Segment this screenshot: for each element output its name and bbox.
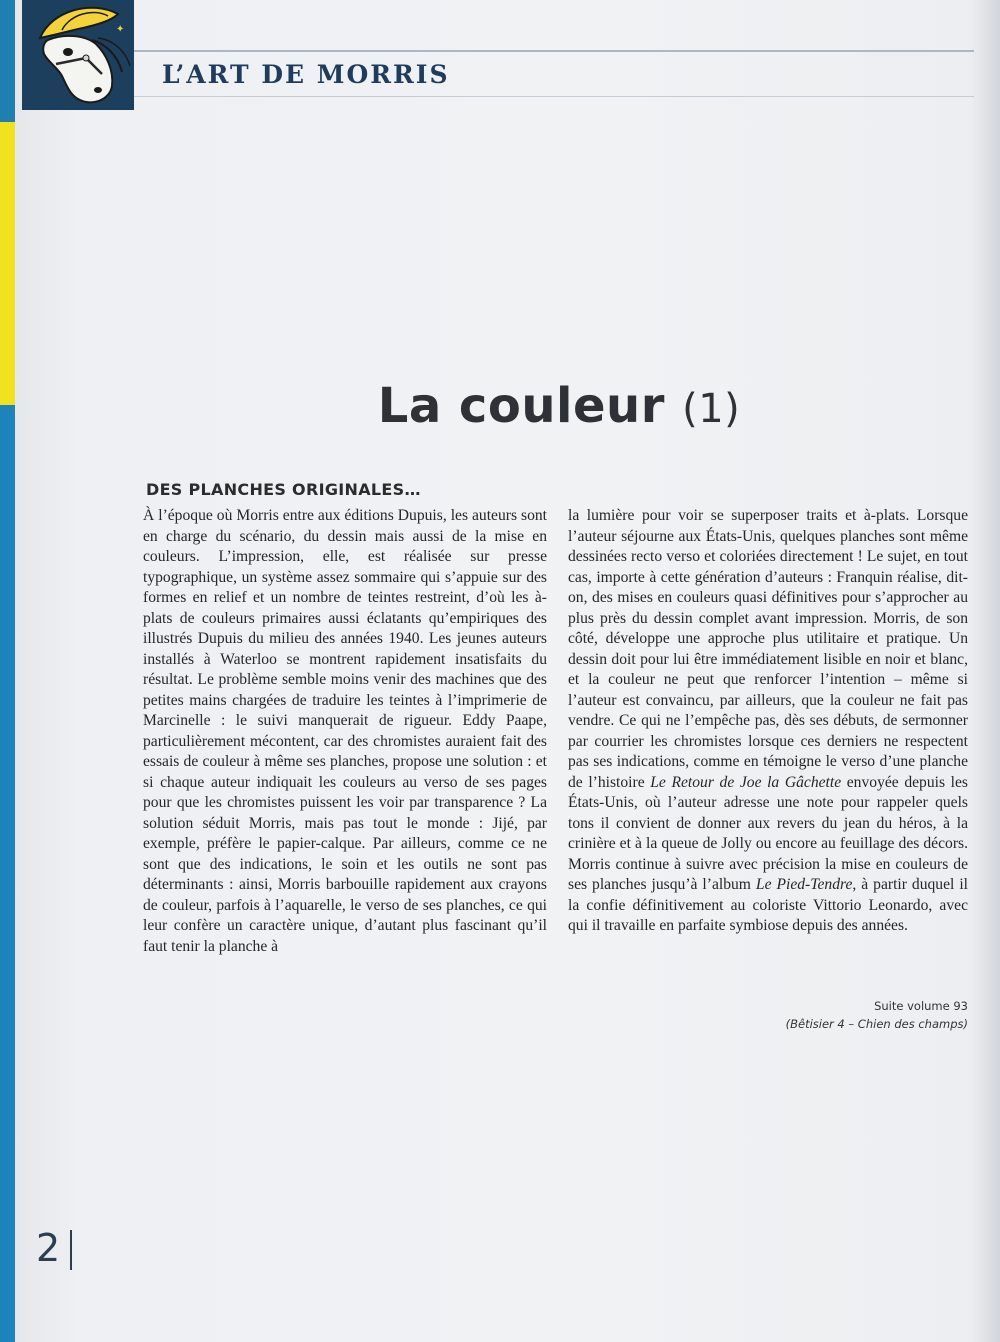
right-column-text-2: envoyée depuis les États-Unis, où l’auteur adresse une note pour rappeler quels tons il convient de donner aux revers du jean du héros, à la crinière et à la queue de Jolly ou encore au feuillage des décors. Morris continue à suivre avec précision la mise en couleurs de ses planches jusqu’à l’album — [568, 773, 968, 893]
album-title-pied-tendre: Le Pied-Tendre — [755, 876, 853, 893]
continuation-title: (Bêtisier 4 – Chien des champs) — [785, 1017, 968, 1031]
page-number: 2 — [36, 1226, 61, 1270]
article-column-right — [568, 506, 968, 937]
album-title-retour: Le Retour de Joe la Gâchette — [650, 773, 842, 791]
right-column-text-1: la lumière pour voir se superposer traits et à-plats. Lorsque l’auteur séjourne aux États-Unis, quelques planches sont même dessinées recto verso et coloriées directement ! Le sujet, en tout cas, importe à cette génération d’auteurs : Franquin réalise, dit-on, des mises en couleurs quasi définitives pour s’approcher au plus près du dessin complet avant impression. Morris, de son côté, développe une approche plus utilitaire et pratique. Un dessin doit pour lui être immédiatement lisible en noir et blanc, et la couleur ne peut que renforcer l’intention – même si l’auteur est convaincu, par ailleurs, que la couleur ne fait pas vendre. Ce qui ne l’empêche pas, dès ses débuts, de sermonner par courrier les chromistes lorsque ces derniers ne respectent pas ses indications, comme en témoigne le verso d’une planche de l’histoire — [568, 507, 968, 791]
binding-shadow — [970, 0, 1000, 1342]
article-title-number: (1) — [682, 386, 741, 432]
page-number-bar — [70, 1230, 72, 1270]
section-title: L’ART DE MORRIS — [162, 60, 450, 89]
right-column-text-3: , à partir duquel il la confie définitivement au coloriste Vittorio Leonardo, avec qui il travaille en parfaite symbiose depuis des années. — [568, 876, 968, 934]
jolly-jumper-horse-icon — [22, 0, 134, 110]
continuation-volume: Suite volume 93 — [874, 999, 968, 1013]
article-column-left — [143, 506, 547, 957]
edge-color-stripe — [0, 0, 15, 1342]
left-column-text: À l’époque où Morris entre aux éditions Dupuis, les auteurs sont en charge du scénario, du dessin mais aussi de la mise en couleurs. L’impression, elle, est réalisée sur presse typographique, un système assez sommaire qui s’appuie sur des formes en relief et un nombre de teintes restreint, d’où les à-plats de couleurs primaires aussi éclatants qu’empiriques des illustrés Dupuis du milieu des années 1940. Les jeunes auteurs installés à Waterloo se montrent rapidement insatisfaits du résultat. Le problème semble moins venir des machines que des petites mains chargées de traduire les teintes à l’imprimerie de Marcinelle : le suivi manquerait de rigueur. Eddy Paape, particulièrement mécontent, car des chromistes auraient fait des essais de couleur à même ses planches, propose une solution : et si chaque auteur indiquait les couleurs au verso de ses pages pour que les chromistes puissent les voir par transparence ? La solution séduit Morris, mais pas tout le monde : Jijé, par exemple, préfère le papier-calque. Par ailleurs, comme ce ne sont que des indications, le soin et les outils ne sont pas déterminants : ainsi, Morris barbouille rapidement aux crayons de couleur, parfois à l’aquarelle, le verso de ses planches, ce qui leur confère un caractère unique, d’autant plus fascinant qu’il faut tenir la planche à — [143, 507, 547, 955]
right-column-paragraph — [568, 506, 968, 937]
continuation-note — [786, 997, 968, 1033]
article-title — [0, 378, 1000, 434]
svg-text:✦: ✦ — [116, 24, 125, 35]
article-title-text: La couleur — [377, 378, 665, 434]
header-rule-top — [134, 50, 974, 52]
header-rule-bottom — [134, 96, 974, 97]
article-subheading: DES PLANCHES ORIGINALES… — [146, 480, 421, 499]
header-logo — [22, 0, 134, 110]
